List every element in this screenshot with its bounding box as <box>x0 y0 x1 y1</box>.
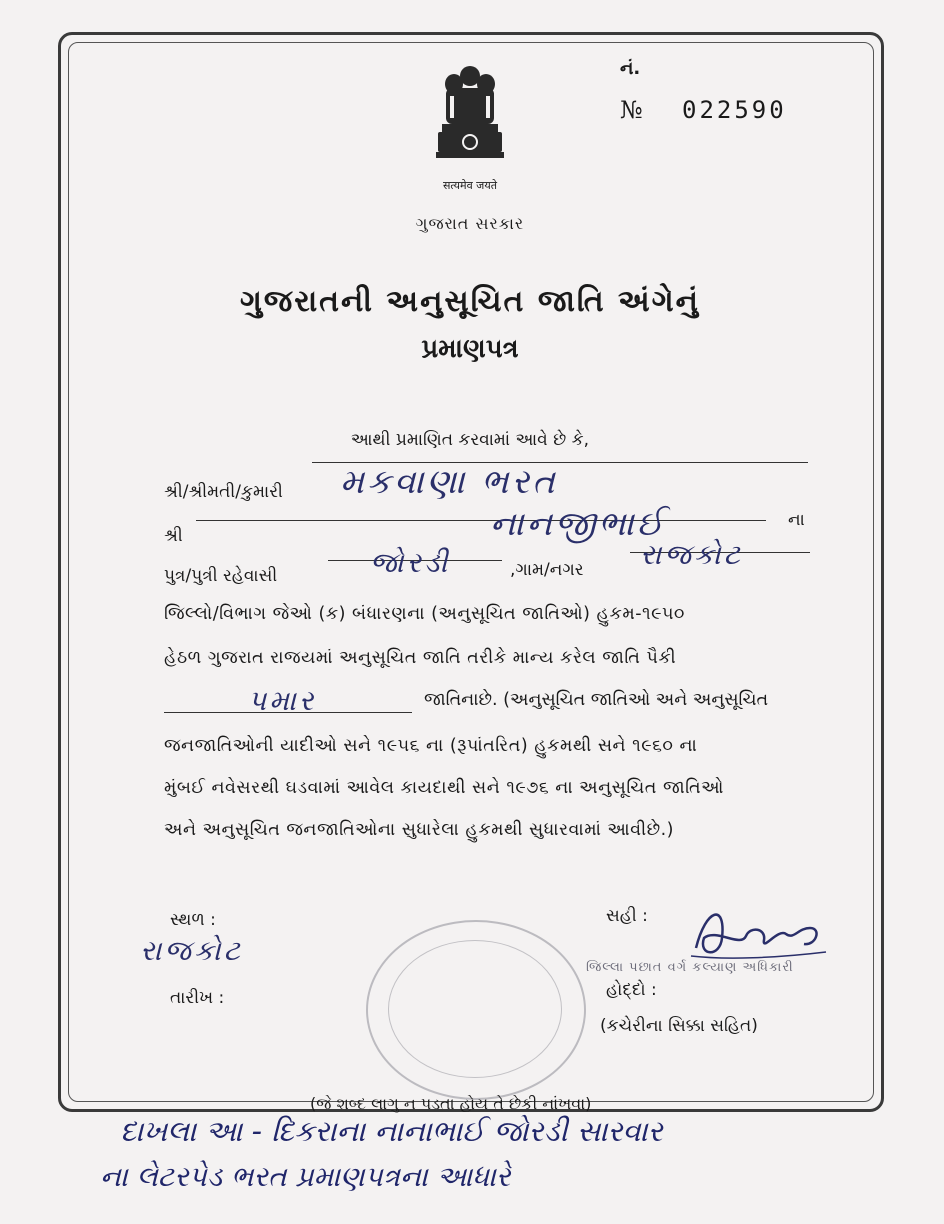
father-line <box>196 520 766 521</box>
body-line-5: અને અનુસૂચિત જનજાતિઓના સુધારેલા હુકમથી સુધારવામાં આવીછે.) <box>164 820 675 840</box>
body-line-2: હેઠળ ગુજરાત રાજયમાં અનુસૂચિત જાતિ તરીકે માન્ય કરેલ જાતિ પૈકી <box>164 648 677 668</box>
village-label: ,ગામ/નગર <box>510 560 584 580</box>
body-line-1: જિલ્લો/વિભાગ જેઓ (ક) બંધારણના (અનુસૂચિત જાતિઓ) હુકમ-૧૯૫૦ <box>164 604 685 624</box>
number-symbol: № <box>620 96 643 124</box>
father-value: નાનજીભાઈ <box>490 504 667 544</box>
name-label: શ્રી/શ્રીમતી/કુમારી <box>164 482 283 502</box>
handwritten-note-line-1: દાખલા આ - દિકરાના નાનાભાઈ જોરડી સારવાર <box>120 1114 663 1148</box>
caste-value: પમાર <box>248 684 317 717</box>
place-label: સ્થળ : <box>170 910 216 930</box>
date-label: તારીખ : <box>170 988 225 1008</box>
footnote: (જે શબ્દ લાગુ ન પડતા હોય તે છેકી નાંખવા) <box>310 1094 592 1113</box>
certificate-title: ગુજરાતની અનુસૂચિત જાતિ અંગેનું <box>240 284 700 319</box>
body-line-3: જનજાતિઓની યાદીઓ સને ૧૯૫૬ ના (રૂપાંતરિત) હુકમથી સને ૧૯૬૦ ના <box>164 736 698 756</box>
designation-label: હોદ્દો : <box>606 980 657 1000</box>
intro-text: આથી પ્રમાણિત કરવામાં આવે છે કે, <box>350 430 590 450</box>
certificate-number: 022590 <box>682 96 787 124</box>
sign-label: સહી : <box>606 906 648 926</box>
resident-value: જોરડી <box>370 546 451 579</box>
signature-icon <box>686 898 836 968</box>
number-label: નં. <box>620 58 641 79</box>
caste-suffix: જાતિનાછે. (અનુસૂચિત જાતિઓ અને અનુસૂચિત <box>424 690 769 710</box>
officer-stamp-text: જિલ્લા પછાત વર્ગ કલ્યાણ અધિકારી <box>586 960 794 975</box>
emblem-motto: सत्यमेव जयते <box>442 179 497 192</box>
office-seal-note: (કચેરીના સિક્કા સહિત) <box>600 1016 758 1036</box>
village-value: રાજકોટ <box>640 538 743 571</box>
resident-label: પુત્ર/પુત્રી રહેવાસી <box>164 566 278 586</box>
handwritten-note-line-2: ના લેટરપેડ ભરત પ્રમાણપત્રના આધારે <box>100 1160 511 1193</box>
father-label: શ્રી <box>164 526 183 546</box>
government-name: ગુજરાત સરકાર <box>415 214 525 233</box>
name-value: મકવાણા ભરત <box>340 462 558 502</box>
national-emblem-icon <box>432 62 508 174</box>
father-suffix: ના <box>788 510 805 530</box>
body-line-4: મુંબઈ નવેસરથી ઘડવામાં આવેલ કાયદાથી સને ૧૯૭૬ ના અનુસૂચિત જાતિઓ <box>164 778 724 798</box>
office-seal-inner <box>388 940 562 1078</box>
certificate-subtitle: પ્રમાણપત્ર <box>421 334 519 364</box>
place-value: રાજકોટ <box>140 934 243 967</box>
